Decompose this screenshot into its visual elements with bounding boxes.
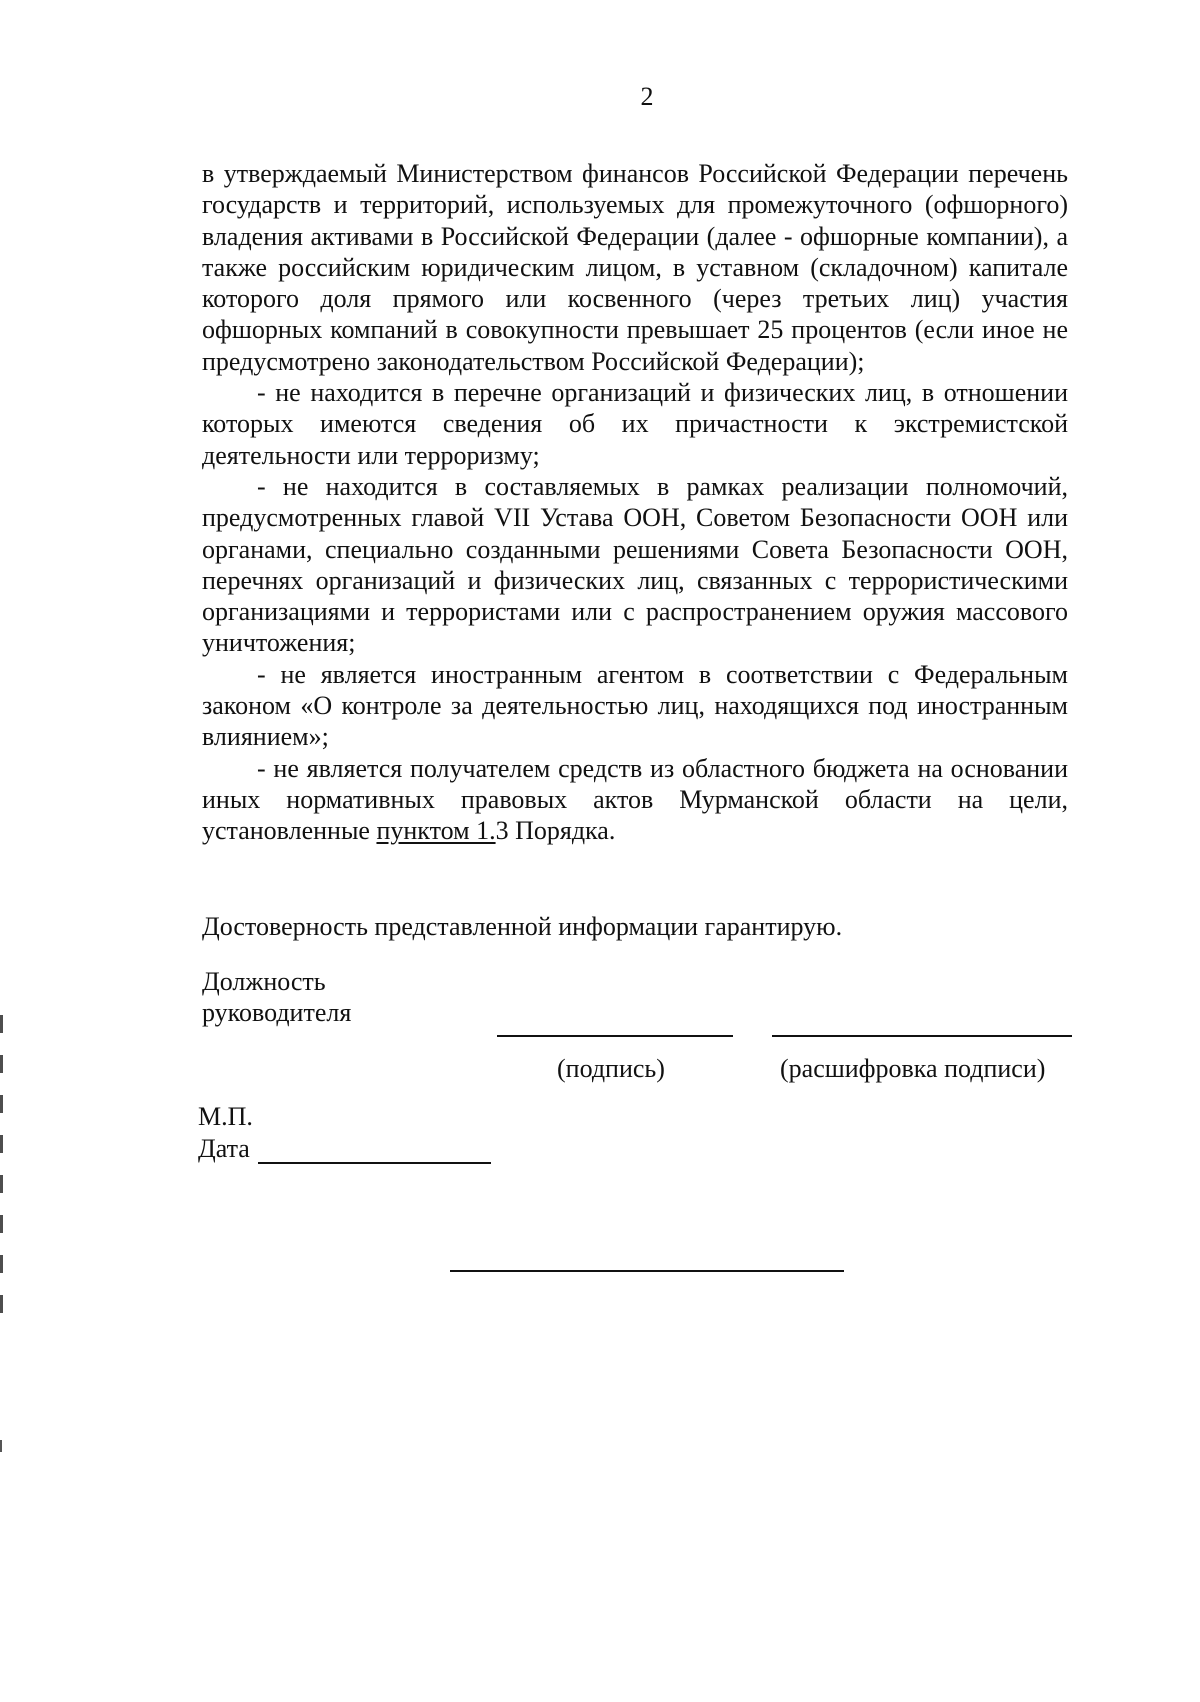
stamp-place-label: М.П. [198,1102,253,1131]
paragraph-regional-budget-tail: 3 Порядка. [495,816,616,846]
guarantee-statement: Достоверность представленной информации гарантирую. [202,912,843,941]
scan-edge-artifact [0,1015,3,1315]
signature-line [497,1035,733,1037]
date-line [258,1162,491,1164]
head-position-label [202,966,351,1028]
page-number: 2 [640,82,654,111]
paragraph-foreign-agent: - не является иностранным агентом в соответствии с Федеральным законом «О контроле за деятельностью лиц, находящихся под иностранным влиянием»; [202,659,1068,752]
paragraph-offshore: в утверждаемый Министерством финансов Российской Федерации перечень государств и территорий, используемых для промежуточного (офшорного) владения активами в Российской Федерации (далее - офшорные компании), а также российским юридическим лицом, в уставном (складочном) капитале которого доля прямого или косвенного (через третьих лиц) участия офшорных компаний в совокупности превышает 25 процентов (если иное не предусмотрено законодательством Российской Федерации); [202,159,1068,376]
date-label: Дата [198,1134,250,1163]
position-label-line-2: руководителя [202,998,352,1027]
paragraph-regional-budget [202,753,1068,847]
document-body [202,158,1068,847]
paragraph-extremism: - не находится в перечне организаций и физических лиц, в отношении которых имеются сведения об их причастности к экстремистской деятельности или терроризму; [202,378,1068,470]
signature-decode-caption: (расшифровка подписи) [780,1054,1046,1083]
paragraph-un-security-council: - не находится в составляемых в рамках реализации полномочий, предусмотренных главой VII Устава ООН, Советом Безопасности ООН или органами, специально созданными решениями Совета Безопасности ООН, перечнях организаций и физических лиц, связанных с террористическими организациями и террористами или с распространением оружия массового уничтожения; [202,471,1068,658]
paragraph-regional-budget-text: - не является получателем средств из областного бюджета на основании иных нормативных правовых актов Мурманской области на цели, установленные [202,753,1068,846]
signature-caption: (подпись) [557,1054,665,1083]
clause-reference-link[interactable]: пунктом 1. [376,816,496,846]
signature-decode-line [772,1035,1072,1037]
document-end-line [450,1270,844,1272]
scan-edge-artifact-lower [0,1440,2,1452]
position-label-line-1: Должность [202,967,326,996]
